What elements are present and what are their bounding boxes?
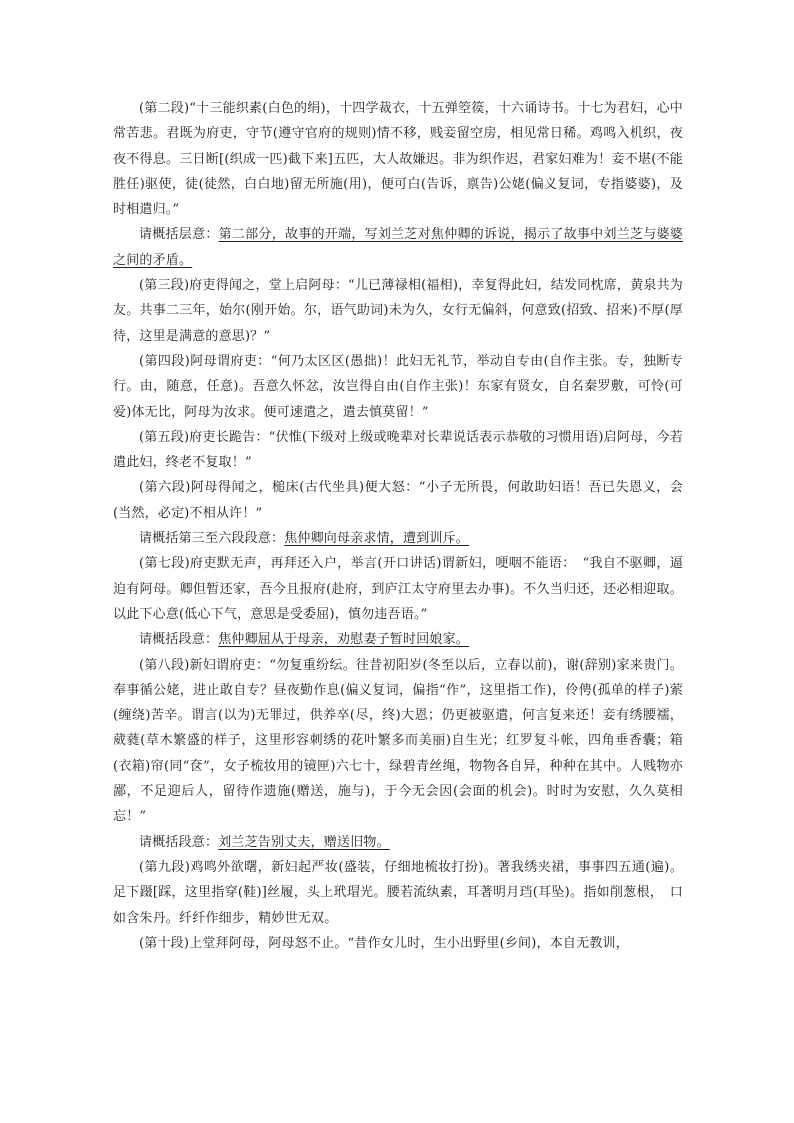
summary-paragraph-7: [113, 627, 683, 652]
paragraph-9: [113, 855, 683, 931]
paragraph-6: [113, 475, 683, 526]
paragraph-10: [113, 931, 683, 956]
paragraph-5: [113, 425, 683, 476]
paragraph-text: (第九段)鸡鸣外欲曙，新妇起严妆(盛装，仔细地梳妆打扮)。著我绣夹裙，事事四五通(遍)。足下蹑[踩，这里指穿(鞋)]丝履，头上玳瑁光。腰若流纨素，耳著明月珰(耳坠)。指如削葱根， 口如含朱丹。纤纤作细步，精妙世无双。: [113, 859, 683, 926]
summary-answer: 焦仲卿向母亲求情，遭到训斥。: [284, 531, 470, 547]
paragraph-text: (第十段)上堂拜阿母，阿母怒不止。“昔作女儿时，生小出野里(乡间)，本自无教训，: [139, 935, 629, 951]
paragraph-text: (第二段)“十三能织素(白色的绢)，十四学裁衣，十五弹箜篌，十六诵诗书。十七为君妇，心中常苦悲。君既为府吏，守节(遵守官府的规则)情不移，贱妾留空房，相见常日稀。鸡鸣入机织，夜夜不得息。三日断[(织成一匹)截下来]五匹，大人故嫌迟。非为织作迟，君家妇难为！妾不堪(不能胜任)驱使，徒(徒然，白白地)留无所施(用)，便可白(告诉，禀告)公姥(偏义复词，专指婆婆)，及时相遣归。”: [113, 101, 683, 218]
summary-label: 请概括段意：: [139, 834, 219, 850]
summary-part-2: [113, 222, 683, 273]
summary-answer: 焦仲卿屈从于母亲，劝慰妻子暂时回娘家。: [218, 632, 470, 648]
summary-answer: 第二部分，故事的开端，写刘兰芝对焦仲卿的诉说，揭示了故事中刘兰芝与婆婆之间的矛盾。: [113, 227, 683, 268]
summary-answer: 刘兰芝告别丈夫，赠送旧物。: [218, 834, 390, 850]
paragraph-3: [113, 273, 683, 349]
summary-paragraphs-3-6: [113, 526, 683, 551]
paragraph-text: (第四段)阿母谓府吏：“何乃太区区(愚拙)！此妇无礼节，举动自专由(自作主张。专，独断专行。由，随意，任意)。吾意久怀忿，汝岂得自由(自作主张)！东家有贤女，自名秦罗敷，可怜(可爱)体无比，阿母为汝求。便可速遣之，遣去慎莫留！”: [113, 353, 683, 420]
summary-label: 请概括第三至六段段意：: [139, 531, 285, 547]
paragraph-7: [113, 551, 683, 627]
paragraph-text: (第五段)府吏长跪告：“伏惟(下级对上级或晚辈对长辈说话表示恭敬的习惯用语)启阿母，今若遣此妇，终老不复取！”: [113, 429, 683, 471]
paragraph-8: [113, 653, 683, 830]
paragraph-text: (第八段)新妇谓府吏：“勿复重纷纭。往昔初阳岁(冬至以后，立春以前)，谢(辞别)家来贵门。奉事循公姥，进止敢自专？昼夜勤作息(偏义复词，偏指“作”，这里指工作)，伶俜(孤单的样子)萦(缠绕)苦辛。谓言(以为)无罪过，供养卒(尽，终)大恩；仍更被驱遣，何言复来还！妾有绣腰襦，葳蕤(草木繁盛的样子，这里形容刺绣的花叶繁多而美丽)自生光；红罗复斗帐，四角垂香囊；箱(衣箱)帘(同“奁”，女子梳妆用的镜匣)六七十，绿碧青丝绳，物物各自异，种种在其中。人贱物亦鄙，不足迎后人，留待作遗施(赠送，施与)，于今无会因(会面的机会)。时时为安慰，久久莫相忘！”: [113, 657, 683, 825]
document-page: [113, 96, 683, 956]
paragraph-text: (第六段)阿母得闻之，槌床(古代坐具)便大怒：“小子无所畏，何敢助妇语！吾已失恩义，会(当然，必定)不相从许！”: [113, 480, 683, 521]
paragraph-text: (第七段)府吏默无声，再拜还入户，举言(开口讲话)谓新妇，哽咽不能语： “我自不驱卿，逼迫有阿母。卿但暂还家，吾今且报府(赴府，到庐江太守府里去办事)。不久当归还，还必相迎取。以此下心意(低心下气，意思是受委屈)，慎勿违吾语。”: [113, 556, 683, 622]
paragraph-4: [113, 349, 683, 425]
paragraph-text: (第三段)府吏得闻之，堂上启阿母：“儿已薄禄相(福相)，幸复得此妇，结发同枕席，黄泉共为友。共事二三年，始尔(刚开始。尔，语气助词)未为久，女行无偏斜，何意致(招致、招来)不厚(厚待，这里是满意的意思)？”: [113, 278, 683, 344]
summary-paragraph-8: [113, 830, 683, 855]
paragraph-2: [113, 96, 683, 222]
summary-label: 请概括层意：: [139, 227, 219, 243]
summary-label: 请概括段意：: [139, 632, 219, 648]
